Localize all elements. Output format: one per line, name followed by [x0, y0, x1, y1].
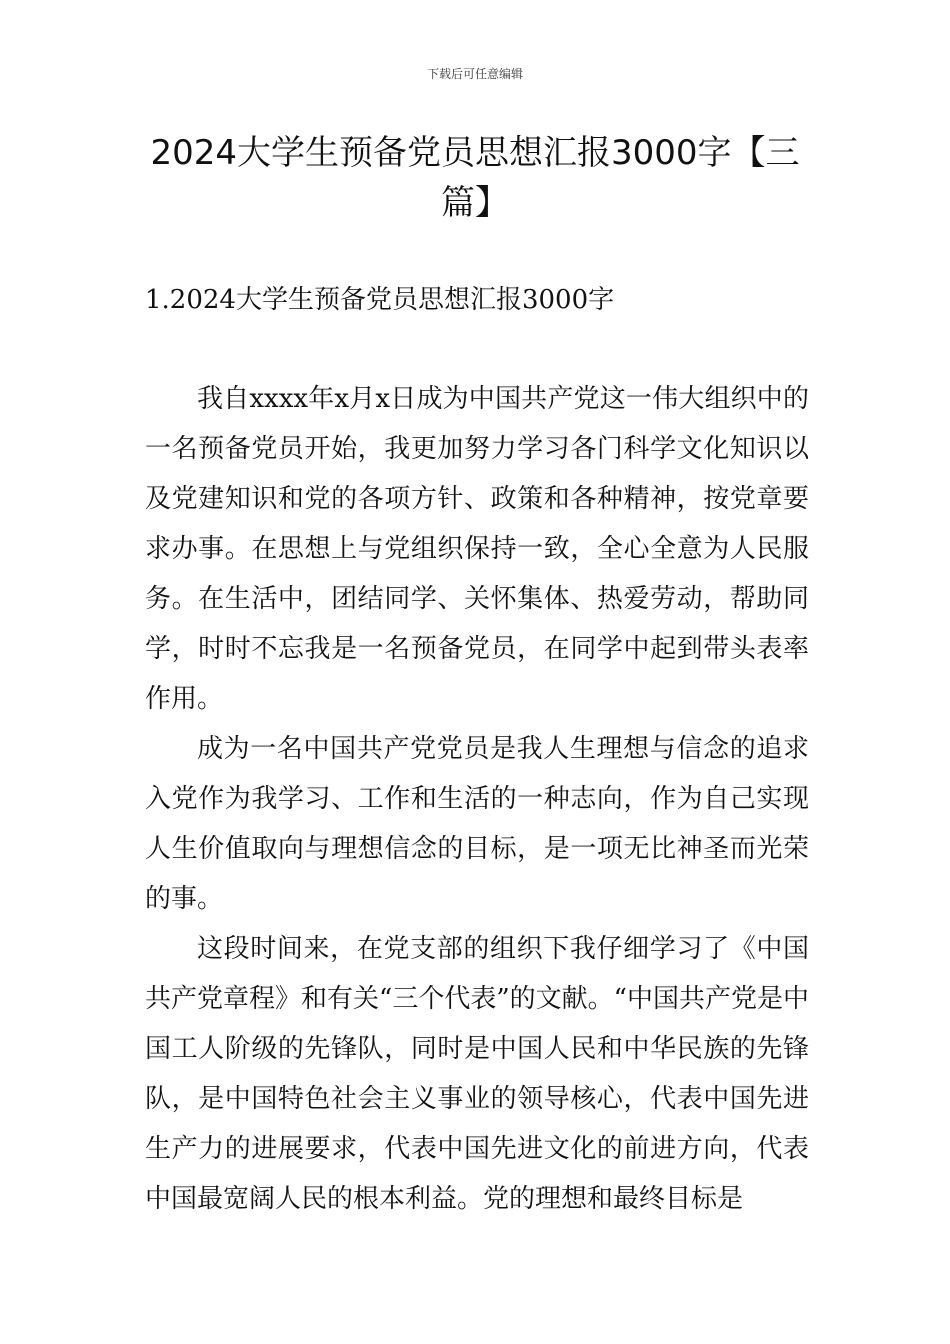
- body-paragraph: 我自xxxx年x月x日成为中国共产党这一伟大组织中的一名预备党员开始，我更加努力学习各门科学文化知识以及党建知识和党的各项方针、政策和各种精神，按党章要求办事。在思想上与党组织保持一致，全心全意为人民服务。在生活中，团结同学、关怀集体、热爱劳动，帮助同学，时时不忘我是一名预备党员，在同学中起到带头表率作用。: [145, 384, 809, 714]
- header-note: 下载后可任意编辑: [426, 67, 523, 81]
- body-paragraph: 这段时间来，在党支部的组织下我仔细学习了《中国共产党章程》和有关“三个代表”的文献。“中国共产党是中国工人阶级的先锋队，同时是中国人民和中华民族的先锋队，是中国特色社会主义事业的领导核心，代表中国先进生产力的进展要求，代表中国先进文化的前进方向，代表中国最宽阔人民的根本利益。党的理想和最终目标是: [145, 934, 809, 1214]
- document-title: 2024大学生预备党员思想汇报3000字【三篇】: [150, 133, 800, 223]
- section-heading: 1.2024大学生预备党员思想汇报3000字: [145, 285, 615, 315]
- document-body: [145, 374, 809, 1224]
- body-paragraph: 成为一名中国共产党党员是我人生理想与信念的追求入党作为我学习、工作和生活的一种志向，作为自己实现人生价值取向与理想信念的目标，是一项无比神圣而光荣的事。: [145, 734, 809, 914]
